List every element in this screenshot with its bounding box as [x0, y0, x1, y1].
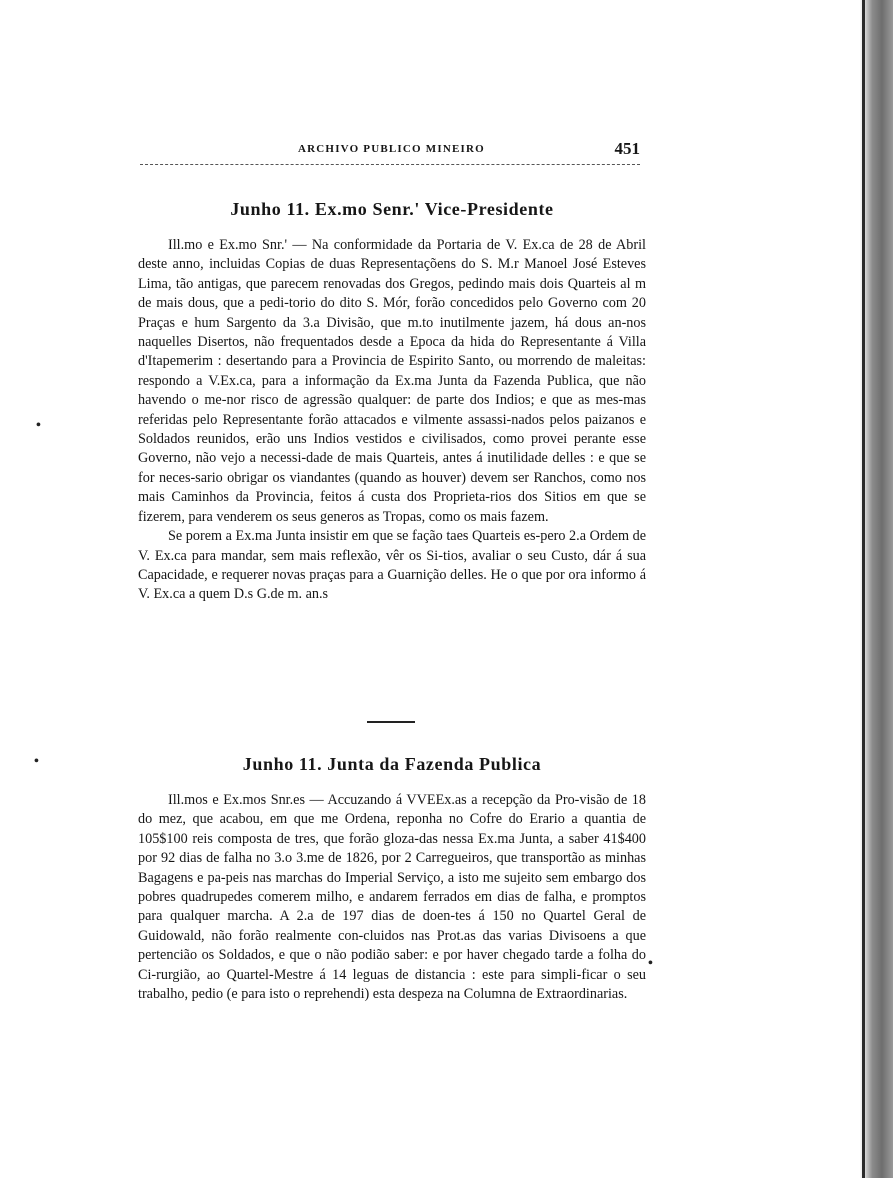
- page-number: 451: [614, 139, 640, 158]
- margin-dot-mark: •: [34, 754, 39, 769]
- letter-section-1: [138, 196, 646, 605]
- margin-dot-mark: •: [648, 956, 653, 971]
- section-paragraph: Se porem a Ex.ma Junta insistir em que se fação taes Quarteis es-pero 2.a Ordem de V. Ex.ca para mandar, sem mais reflexão, vêr os Si-tios, avaliar o seu Custo, dár á sua Capacidade, e requerer novas praças para a Guarnição delles. He o que por ora informo á V. Ex.ca a quem D.s G.de m. an.s: [138, 528, 646, 603]
- margin-dot-mark: •: [36, 418, 41, 433]
- section-title: Junho 11. Ex.mo Senr.' Vice-Presidente: [230, 199, 554, 219]
- section-divider: [367, 721, 415, 723]
- section-paragraph: Ill.mos e Ex.mos Snr.es — Accuzando á VVEEx.as a recepção da Pro-visão de 18 do mez, que acabou, em que me Ordena, reponha no Cofre do Erario a quantia de 105$100 reis composta de tres, que forão gloza-das nessa Ex.ma Junta, a saber 41$400 por 92 dias de falha no 3.o 3.me de 1826, por 2 Carregueiros, que transportão as minhas Bagagens e pa-peis nas marchas do Imperial Serviço, a isto me sujeito sem embargo dos pobres quadrupedes comerem milho, e andarem ferrados em dias de falha, e promptos para qualquer marcha. A 2.a de 197 dias de doen-tes á 150 no Quartel Geral de Guidowald, não forão realmente con-cluidos nas Prot.as das varias Divisoens a que pertencião os Soldados, e que o não podião saber: e por haver chegado tarde a folha do Ci-rurgião, ao Quartel-Mestre á 14 leguas de distancia : este para simpli-ficar o seu trabalho, pedio (e para isto o reprehendi) esta despeza na Columna de Extraordinarias.: [138, 792, 646, 1003]
- section-title: Junho 11. Junta da Fazenda Publica: [242, 754, 542, 774]
- letter-section-2: [138, 751, 646, 1004]
- page-edge-shadow: [819, 0, 893, 1178]
- header-rule: [140, 164, 640, 165]
- header-title: ARCHIVO PUBLICO MINEIRO: [298, 143, 485, 155]
- section-paragraph: Ill.mo e Ex.mo Snr.' — Na conformidade da Portaria de V. Ex.ca de 28 de Abril deste anno, incluidas Copias de duas Representaçõens do S. M.r Manoel José Esteves Lima, tão antigas, que parecem renovadas dos Gregos, pedindo mais dois Quarteis al m de mais dous, que a pedi-torio do dito S. Mór, forão concedidos pelo Governo com 20 Praças e hum Sargento da 3.a Divisão, que m.to inutilmente jazem, há dous an-nos naquelles Disertos, não frequentados desde a Epoca da hida do Representante á Villa d'Itapemerim : desertando para a Provincia de Espirito Santo, ou morrendo de maleitas: respondo a V.Ex.ca, para a informação da Ex.ma Junta da Fazenda Publica, que não havendo o me-nor risco de agressão qualquer: de parte dos Indios; e que as mes-mas referidas pelo Representante forão attacados e vilmente assassi-nados pelos paizanos e Soldados reunidos, erão uns Indios vestidos e civilisados, como provei perante esse Governo, não vejo a necessi-dade de mais Quarteis, antes á inutilidade delles : e que se for neces-sario obrigar os viandantes (quando as houver) devem ser Ranchos, como nos mais Caminhos da Provincia, feitos á custa dos Proprieta-rios dos Sitios em que se fizerem, para venderem os seus generos as Tropas, como os mais fazem.: [138, 237, 646, 525]
